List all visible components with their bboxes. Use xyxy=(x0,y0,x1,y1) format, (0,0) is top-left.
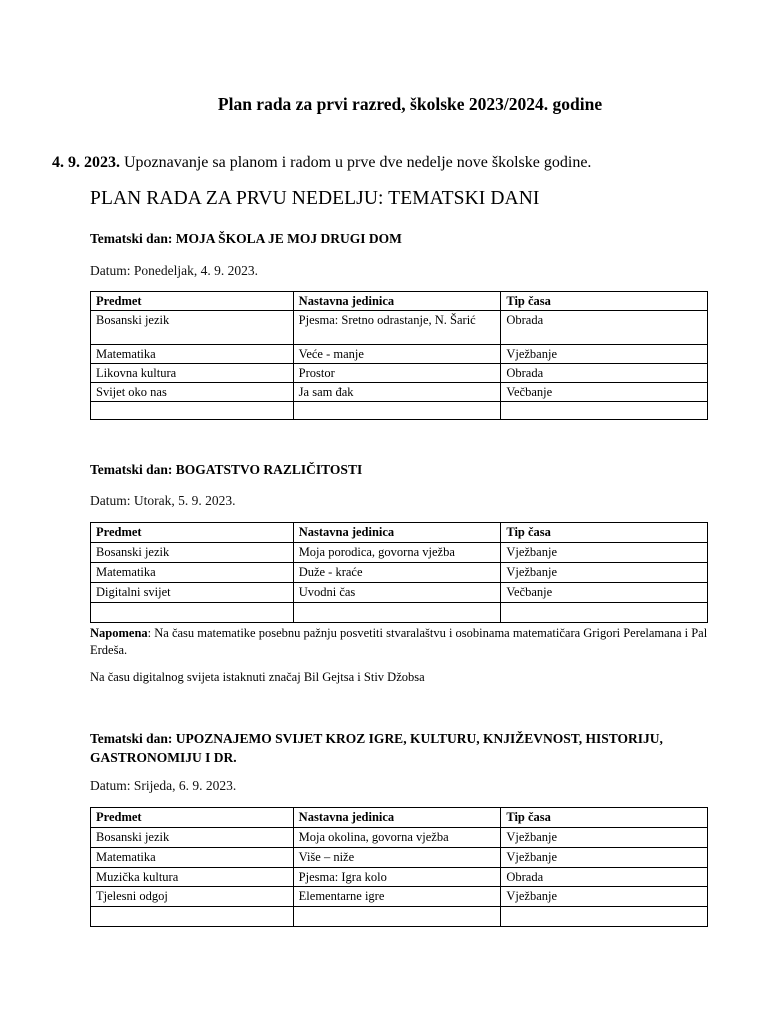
day-2-title xyxy=(90,460,690,479)
header-predmet: Predmet xyxy=(91,808,294,828)
cell-tip: Obrada xyxy=(501,868,708,887)
day-1-theme: MOJA ŠKOLA JE MOJ DRUGI DOM xyxy=(175,231,402,246)
cell-tip xyxy=(501,402,708,420)
cell-jedinica: Uvodni čas xyxy=(293,583,501,603)
cell-predmet: Tjelesni odgoj xyxy=(91,887,294,907)
day-3-theme: UPOZNAJEMO SVIJET KROZ IGRE, KULTURU, KNJIŽEVNOST, HISTORIJU, GASTRONOMIJU I DR. xyxy=(90,731,663,765)
intro-date: 4. 9. 2023. xyxy=(52,154,120,171)
cell-predmet: Digitalni svijet xyxy=(91,583,294,603)
note-text: : Na času matematike posebnu pažnju posvetiti stvaralaštvu i osobinama matematičara Grigori Perelamana i Pal Erdeša. xyxy=(90,626,708,657)
cell-tip xyxy=(501,603,708,623)
day-3-table xyxy=(90,807,708,927)
table-row xyxy=(91,887,708,907)
table-row xyxy=(91,364,708,383)
header-predmet: Predmet xyxy=(91,292,294,311)
cell-jedinica: Više – niže xyxy=(293,848,501,868)
table-row xyxy=(91,907,708,927)
cell-predmet xyxy=(91,402,294,420)
header-nastavna-jedinica: Nastavna jedinica xyxy=(293,523,501,543)
cell-tip: Obrada xyxy=(501,311,708,345)
day-1-table xyxy=(90,291,708,420)
cell-predmet: Bosanski jezik xyxy=(91,543,294,563)
header-nastavna-jedinica: Nastavna jedinica xyxy=(293,292,501,311)
cell-predmet: Bosanski jezik xyxy=(91,828,294,848)
day-1-label: Tematski dan: xyxy=(90,231,176,246)
cell-tip: Vježbanje xyxy=(501,887,708,907)
cell-jedinica: Moja okolina, govorna vježba xyxy=(293,828,501,848)
page-title: Plan rada za prvi razred, školske 2023/2024. godine xyxy=(217,94,603,114)
cell-tip: Večbanje xyxy=(501,383,708,402)
intro-text: Upoznavanje sa planom i radom u prve dve nedelje nove školske godine. xyxy=(120,154,592,171)
cell-predmet xyxy=(91,603,294,623)
cell-predmet: Bosanski jezik xyxy=(91,311,294,345)
cell-jedinica: Duže - kraće xyxy=(293,563,501,583)
day-2-table xyxy=(90,522,708,623)
table-header-row xyxy=(91,523,708,543)
cell-predmet: Matematika xyxy=(91,345,294,364)
cell-jedinica: Pjesma: Igra kolo xyxy=(293,868,501,887)
day-3-title xyxy=(90,729,690,767)
table-row xyxy=(91,345,708,364)
cell-jedinica: Prostor xyxy=(293,364,501,383)
cell-tip: Vježbanje xyxy=(501,828,708,848)
note-label: Napomena xyxy=(90,626,148,640)
day-1-title xyxy=(90,229,690,248)
cell-tip: Obrada xyxy=(501,364,708,383)
table-row xyxy=(91,311,708,345)
table-row xyxy=(91,402,708,420)
cell-tip: Večbanje xyxy=(501,583,708,603)
cell-jedinica xyxy=(293,907,501,927)
header-predmet: Predmet xyxy=(91,523,294,543)
cell-tip: Vježbanje xyxy=(501,563,708,583)
week-heading: PLAN RADA ZA PRVU NEDELJU: TEMATSKI DANI xyxy=(90,188,540,209)
table-row xyxy=(91,848,708,868)
header-tip-casa: Tip časa xyxy=(501,523,708,543)
table-row xyxy=(91,583,708,603)
cell-predmet xyxy=(91,907,294,927)
note-second: Na času digitalnog svijeta istaknuti značaj Bil Gejtsa i Stiv Džobsa xyxy=(90,670,425,684)
cell-jedinica: Ja sam đak xyxy=(293,383,501,402)
table-row xyxy=(91,828,708,848)
table-row xyxy=(91,383,708,402)
cell-jedinica xyxy=(293,402,501,420)
note-paragraph xyxy=(90,625,710,659)
cell-predmet: Matematika xyxy=(91,563,294,583)
table-row xyxy=(91,563,708,583)
day-3-datum: Datum: Srijeda, 6. 9. 2023. xyxy=(90,778,237,793)
cell-predmet: Svijet oko nas xyxy=(91,383,294,402)
table-row xyxy=(91,868,708,887)
cell-jedinica: Pjesma: Sretno odrastanje, N. Šarić xyxy=(293,311,501,345)
day-2-label: Tematski dan: xyxy=(90,462,176,477)
table-row xyxy=(91,543,708,563)
cell-jedinica: Moja porodica, govorna vježba xyxy=(293,543,501,563)
day-2-theme: BOGATSTVO RAZLIČITOSTI xyxy=(175,462,363,477)
cell-tip: Vježbanje xyxy=(501,345,708,364)
intro-line xyxy=(52,154,591,172)
cell-tip xyxy=(501,907,708,927)
cell-jedinica xyxy=(293,603,501,623)
cell-jedinica: Veće - manje xyxy=(293,345,501,364)
cell-predmet: Likovna kultura xyxy=(91,364,294,383)
cell-predmet: Matematika xyxy=(91,848,294,868)
day-3-label: Tematski dan: xyxy=(90,731,176,746)
cell-predmet: Muzička kultura xyxy=(91,868,294,887)
header-tip-casa: Tip časa xyxy=(501,808,708,828)
table-header-row xyxy=(91,292,708,311)
cell-tip: Vježbanje xyxy=(501,543,708,563)
header-nastavna-jedinica: Nastavna jedinica xyxy=(293,808,501,828)
table-header-row xyxy=(91,808,708,828)
day-2-datum: Datum: Utorak, 5. 9. 2023. xyxy=(90,493,236,508)
cell-tip: Vježbanje xyxy=(501,848,708,868)
cell-jedinica: Elementarne igre xyxy=(293,887,501,907)
header-tip-casa: Tip časa xyxy=(501,292,708,311)
day-1-datum: Datum: Ponedeljak, 4. 9. 2023. xyxy=(90,263,258,278)
table-row xyxy=(91,603,708,623)
